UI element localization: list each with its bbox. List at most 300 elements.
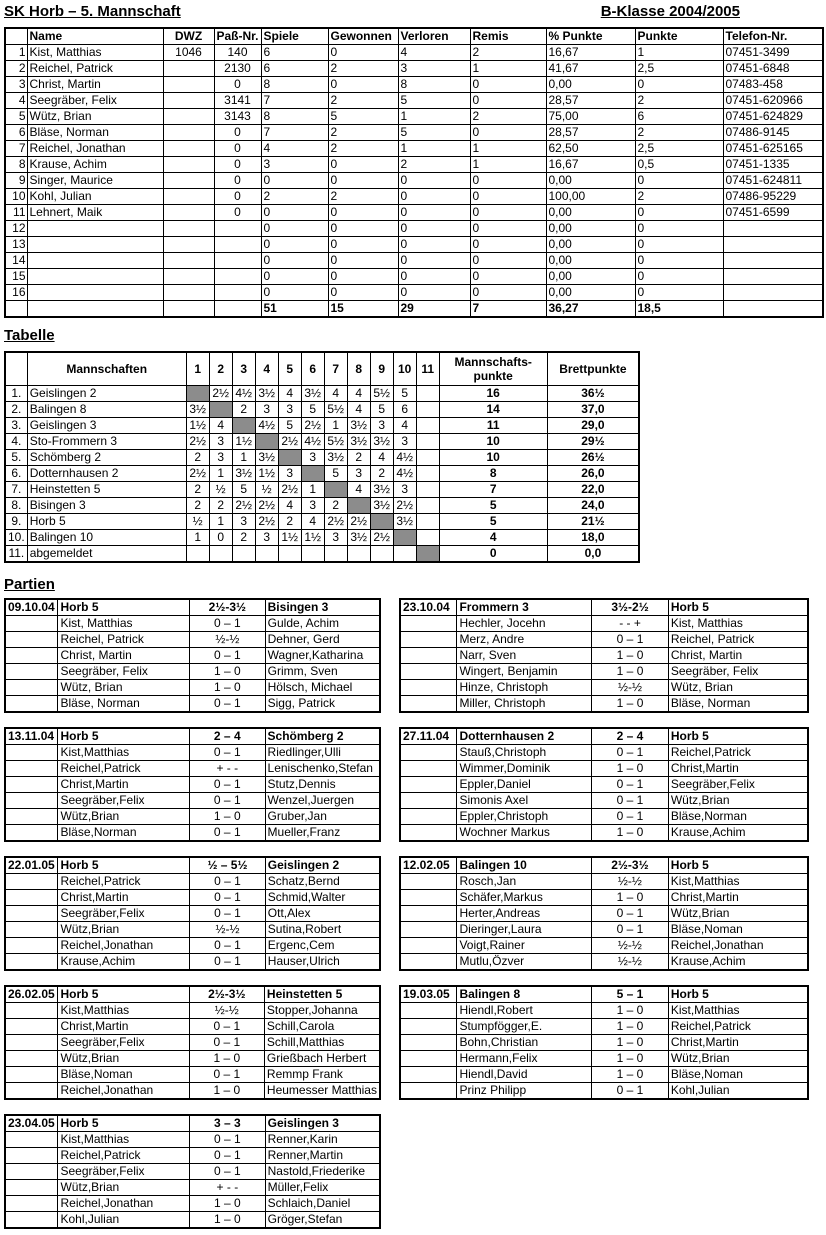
roster-cell-spiele: 2 [261, 189, 328, 205]
score-cell [416, 450, 439, 466]
cross-table-row [5, 514, 639, 530]
score-cell: 1 [209, 466, 232, 482]
roster-cell-pass [214, 253, 261, 269]
white-player: Rosch,Jan [457, 874, 592, 890]
roster-row [5, 221, 823, 237]
team-cell: Balingen 8 [27, 402, 186, 418]
roster-cell-num: 1 [5, 45, 27, 61]
black-player: Wütz,Brian [668, 1051, 808, 1067]
partien-heading: Partien [4, 576, 55, 593]
away-team: Horb 5 [668, 728, 808, 745]
roster-cell-dwz [163, 173, 214, 189]
roster-cell-gewonnen: 0 [328, 205, 398, 221]
score-cell: 0 [209, 530, 232, 546]
white-player: Wimmer,Dominik [457, 761, 592, 777]
roster-cell-remis: 0 [470, 77, 546, 93]
roster-cell-punkte: 0 [635, 77, 723, 93]
roster-cell-gewonnen: 0 [328, 157, 398, 173]
score-cell: 1 [186, 530, 209, 546]
roster-cell-dwz [163, 93, 214, 109]
roster-cell-dwz [163, 157, 214, 173]
rank-cell: 5. [5, 450, 27, 466]
rank-cell: 4. [5, 434, 27, 450]
game-result: 1 – 0 [592, 1035, 669, 1051]
score-cell [416, 434, 439, 450]
roster-cell-name: Lehnert, Maik [27, 205, 163, 221]
roster-cell-name: Wütz, Brian [27, 109, 163, 125]
white-player: Reichel,Jonathan [58, 1196, 190, 1212]
roster-cell-remis: 0 [470, 205, 546, 221]
white-player: Kist, Matthias [58, 616, 190, 632]
roster-cell-remis: 1 [470, 61, 546, 77]
black-player: Seegräber,Felix [668, 777, 808, 793]
game-result: 0 – 1 [190, 777, 266, 793]
game-date-spacer [5, 648, 58, 664]
white-player: Hechler, Jocehn [457, 616, 592, 632]
game-row [400, 1003, 808, 1019]
roster-cell-dwz [163, 285, 214, 301]
score-cell: 5½ [324, 402, 347, 418]
game-row [5, 745, 380, 761]
game-date-spacer [5, 1051, 58, 1067]
match-header-row [5, 728, 380, 745]
black-player: Dehner, Gerd [265, 632, 380, 648]
roster-total-gewonnen: 15 [328, 301, 398, 318]
roster-cell-verloren: 0 [398, 173, 470, 189]
match-table [4, 598, 381, 713]
score-cell: 5 [324, 466, 347, 482]
black-player: Renner,Karin [265, 1132, 380, 1148]
roster-cell-telefon [723, 253, 823, 269]
black-player: Christ,Martin [668, 1035, 808, 1051]
white-player: Bläse, Norman [58, 696, 190, 713]
game-result: 0 – 1 [190, 890, 266, 906]
score-cell: 5 [301, 402, 324, 418]
score-cell: 3½ [347, 418, 370, 434]
game-date-spacer [5, 696, 58, 713]
score-cell: 3½ [232, 466, 255, 482]
roster-header-gewonnen: Gewonnen [328, 28, 398, 45]
game-result: 0 – 1 [592, 745, 669, 761]
score-cell: 3 [278, 402, 301, 418]
bp-cell: 0,0 [547, 546, 639, 563]
roster-row [5, 45, 823, 61]
game-result: 1 – 0 [592, 664, 669, 680]
cross-table-header-row [5, 352, 639, 386]
black-player: Remmp Frank [264, 1067, 380, 1083]
game-row [5, 696, 380, 713]
roster-cell-spiele: 0 [261, 221, 328, 237]
game-result: ½-½ [592, 874, 669, 890]
black-player: Stutz,Dennis [265, 777, 380, 793]
score-cell: 2½ [232, 498, 255, 514]
roster-cell-telefon: 07486-95229 [723, 189, 823, 205]
game-row [5, 648, 380, 664]
roster-cell-num: 2 [5, 61, 27, 77]
black-player: Seegräber, Felix [668, 664, 808, 680]
score-cell: 4½ [232, 386, 255, 402]
match-score: 3 – 3 [190, 1115, 266, 1132]
roster-cell-punkte: 2,5 [635, 141, 723, 157]
white-player: Reichel,Patrick [58, 761, 190, 777]
bp-cell: 24,0 [547, 498, 639, 514]
roster-totals-row [5, 301, 823, 318]
roster-cell-punkte: 1 [635, 45, 723, 61]
match-score: 2½-3½ [189, 986, 264, 1003]
score-cell: 3 [255, 402, 278, 418]
game-result: 0 – 1 [592, 793, 669, 809]
game-row [5, 1164, 380, 1180]
roster-cell-punkte: 0 [635, 173, 723, 189]
game-date-spacer [400, 632, 457, 648]
roster-cell-dwz [163, 109, 214, 125]
roster-cell-pass: 3143 [214, 109, 261, 125]
black-player: Bläse,Noman [668, 922, 808, 938]
roster-row [5, 157, 823, 173]
game-result: 0 – 1 [190, 938, 266, 954]
roster-row [5, 205, 823, 221]
score-cell: 2½ [209, 386, 232, 402]
black-player: Wütz,Brian [668, 906, 808, 922]
home-team: Horb 5 [58, 728, 190, 745]
roster-cell-gewonnen: 2 [328, 125, 398, 141]
diagonal-cell [370, 514, 393, 530]
game-date-spacer [5, 809, 58, 825]
roster-row [5, 93, 823, 109]
game-result: ½-½ [189, 1003, 264, 1019]
score-cell: 1 [324, 418, 347, 434]
black-player: Christ,Martin [668, 890, 808, 906]
cross-table [4, 351, 640, 563]
score-cell: 4½ [393, 466, 416, 482]
roster-cell-name [27, 269, 163, 285]
game-result: 0 – 1 [190, 1164, 266, 1180]
game-date-spacer [5, 1148, 58, 1164]
roster-cell-name: Reichel, Patrick [27, 61, 163, 77]
game-date-spacer [5, 874, 58, 890]
roster-cell-name [27, 285, 163, 301]
score-cell: 2 [347, 450, 370, 466]
roster-row [5, 237, 823, 253]
game-row [5, 825, 380, 842]
roster-cell-pass: 0 [214, 77, 261, 93]
black-player: Wenzel,Juergen [265, 793, 380, 809]
roster-row [5, 77, 823, 93]
score-cell: 3 [232, 514, 255, 530]
mp-header-cell: Mannschafts-punkte [439, 352, 547, 386]
roster-row [5, 173, 823, 189]
black-player: Wütz, Brian [668, 680, 808, 696]
game-date-spacer [400, 696, 457, 713]
roster-cell-gewonnen: 0 [328, 253, 398, 269]
black-player: Stopper,Johanna [264, 1003, 380, 1019]
roster-cell-dwz [163, 189, 214, 205]
score-cell: 3½ [393, 514, 416, 530]
roster-cell-name: Christ, Martin [27, 77, 163, 93]
team-header-cell: Mannschaften [27, 352, 186, 386]
roster-cell-gewonnen: 0 [328, 221, 398, 237]
match-table [399, 727, 809, 842]
team-cell: Sto-Frommern 3 [27, 434, 186, 450]
black-player: Reichel, Patrick [668, 632, 808, 648]
black-player: Schill,Carola [264, 1019, 380, 1035]
score-cell: 5 [393, 386, 416, 402]
roster-cell-pct: 41,67 [546, 61, 635, 77]
game-row [400, 954, 808, 971]
roster-cell-remis: 0 [470, 93, 546, 109]
roster-cell-spiele: 4 [261, 141, 328, 157]
game-row [5, 1019, 380, 1035]
diagonal-cell [347, 498, 370, 514]
round-header-cell: 5 [278, 352, 301, 386]
cross-table-row [5, 466, 639, 482]
white-player: Kist,Matthias [58, 745, 190, 761]
score-cell: 4 [370, 450, 393, 466]
roster-cell-pass: 0 [214, 205, 261, 221]
roster-total-telefon [723, 301, 823, 318]
diagonal-cell [232, 418, 255, 434]
match-score: 3½-2½ [592, 599, 669, 616]
roster-cell-name [27, 237, 163, 253]
game-result: 0 – 1 [190, 954, 266, 971]
diagonal-cell [324, 482, 347, 498]
roster-header-spiele: Spiele [261, 28, 328, 45]
white-player: Bläse,Norman [58, 825, 190, 842]
black-player: Wütz,Brian [668, 793, 808, 809]
game-date-spacer [5, 1164, 58, 1180]
roster-cell-spiele: 6 [261, 61, 328, 77]
game-row [5, 1148, 380, 1164]
tabelle-heading: Tabelle [4, 327, 55, 344]
game-row [400, 616, 808, 632]
match-date: 27.11.04 [400, 728, 457, 745]
game-row [400, 809, 808, 825]
black-player: Grimm, Sven [265, 664, 380, 680]
match-table [4, 856, 381, 971]
round-header-cell: 3 [232, 352, 255, 386]
score-cell [416, 498, 439, 514]
roster-cell-spiele: 6 [261, 45, 328, 61]
score-cell: 3 [278, 466, 301, 482]
score-cell: 2½ [393, 498, 416, 514]
score-cell [278, 546, 301, 563]
match-date: 13.11.04 [5, 728, 58, 745]
roster-cell-spiele: 8 [261, 77, 328, 93]
game-date-spacer [400, 874, 457, 890]
white-player: Merz, Andre [457, 632, 592, 648]
roster-header-punkte: Punkte [635, 28, 723, 45]
team-cell: abgemeldet [27, 546, 186, 563]
mp-cell: 4 [439, 530, 547, 546]
roster-cell-spiele: 0 [261, 173, 328, 189]
black-player: Grießbach Herbert [264, 1051, 380, 1067]
roster-cell-remis: 2 [470, 45, 546, 61]
score-cell [416, 514, 439, 530]
roster-cell-verloren: 0 [398, 189, 470, 205]
away-team: Horb 5 [668, 986, 808, 1003]
score-cell: 2 [186, 450, 209, 466]
game-date-spacer [5, 1067, 58, 1083]
roster-cell-spiele: 7 [261, 125, 328, 141]
roster-row [5, 253, 823, 269]
roster-cell-punkte: 2,5 [635, 61, 723, 77]
score-cell: 4 [393, 418, 416, 434]
roster-row [5, 269, 823, 285]
home-team: Horb 5 [58, 986, 189, 1003]
game-date-spacer [400, 954, 457, 971]
roster-cell-gewonnen: 0 [328, 237, 398, 253]
score-cell: 3½ [324, 450, 347, 466]
white-player: Voigt,Rainer [457, 938, 592, 954]
game-result: 1 – 0 [190, 1212, 266, 1229]
match-score: 2½-3½ [190, 599, 266, 616]
game-date-spacer [5, 1196, 58, 1212]
black-player: Kist,Matthias [668, 1003, 808, 1019]
score-cell: 3½ [347, 434, 370, 450]
roster-cell-punkte: 0 [635, 205, 723, 221]
roster-cell-punkte: 0,5 [635, 157, 723, 173]
rank-cell: 11. [5, 546, 27, 563]
roster-cell-telefon [723, 269, 823, 285]
roster-row [5, 125, 823, 141]
roster-cell-pct: 0,00 [546, 77, 635, 93]
roster-cell-remis: 0 [470, 253, 546, 269]
match-date: 09.10.04 [5, 599, 58, 616]
roster-cell-dwz [163, 221, 214, 237]
game-row [5, 890, 380, 906]
white-player: Reichel,Jonathan [58, 1083, 189, 1100]
game-row [400, 1083, 808, 1100]
game-date-spacer [5, 954, 58, 971]
black-player: Kist,Matthias [668, 874, 808, 890]
score-cell: 2 [278, 514, 301, 530]
diagonal-cell [186, 386, 209, 402]
white-player: Prinz Philipp [457, 1083, 592, 1100]
home-team: Frommern 3 [457, 599, 592, 616]
match-score: ½ – 5½ [190, 857, 266, 874]
white-player: Eppler,Christoph [457, 809, 592, 825]
game-date-spacer [5, 664, 58, 680]
roster-cell-verloren: 0 [398, 237, 470, 253]
white-player: Hiendl,Robert [457, 1003, 592, 1019]
roster-cell-remis: 0 [470, 269, 546, 285]
team-cell: Heinstetten 5 [27, 482, 186, 498]
match-date: 22.01.05 [5, 857, 58, 874]
score-cell: 3 [324, 530, 347, 546]
roster-cell-name: Kist, Matthias [27, 45, 163, 61]
black-player: Kohl,Julian [668, 1083, 808, 1100]
game-result: 0 – 1 [592, 632, 669, 648]
roster-cell-gewonnen: 0 [328, 285, 398, 301]
roster-cell-spiele: 8 [261, 109, 328, 125]
white-player: Schäfer,Markus [457, 890, 592, 906]
roster-cell-num: 6 [5, 125, 27, 141]
score-cell: 4 [347, 402, 370, 418]
black-player: Gulde, Achim [265, 616, 380, 632]
roster-cell-telefon: 07483-458 [723, 77, 823, 93]
white-player: Stumpfögger,E. [457, 1019, 592, 1035]
score-cell: 1½ [278, 530, 301, 546]
roster-cell-telefon: 07451-3499 [723, 45, 823, 61]
white-player: Wingert, Benjamin [457, 664, 592, 680]
score-cell: ½ [186, 514, 209, 530]
score-cell: 4 [347, 386, 370, 402]
game-result: 0 – 1 [190, 906, 266, 922]
white-player: Christ,Martin [58, 1019, 189, 1035]
white-player: Herter,Andreas [457, 906, 592, 922]
cross-table-row [5, 450, 639, 466]
roster-cell-dwz [163, 205, 214, 221]
rank-cell: 1. [5, 386, 27, 402]
roster-cell-verloren: 4 [398, 45, 470, 61]
white-player: Kist,Matthias [58, 1003, 189, 1019]
white-player: Reichel,Patrick [58, 1148, 190, 1164]
game-row [5, 1212, 380, 1229]
white-player: Reichel,Patrick [58, 874, 190, 890]
roster-cell-punkte: 0 [635, 237, 723, 253]
white-player: Wütz,Brian [58, 1180, 190, 1196]
game-row [400, 906, 808, 922]
match-table [4, 727, 381, 842]
roster-cell-telefon: 07451-624811 [723, 173, 823, 189]
away-team: Geislingen 3 [265, 1115, 380, 1132]
game-date-spacer [400, 793, 457, 809]
roster-cell-verloren: 0 [398, 221, 470, 237]
score-cell [393, 546, 416, 563]
game-result: 0 – 1 [190, 648, 266, 664]
score-cell [209, 546, 232, 563]
roster-cell-punkte: 6 [635, 109, 723, 125]
game-row [400, 874, 808, 890]
game-result: 0 – 1 [190, 696, 266, 713]
game-date-spacer [5, 616, 58, 632]
roster-cell-punkte: 2 [635, 125, 723, 141]
match-header-row [5, 857, 380, 874]
mp-cell: 8 [439, 466, 547, 482]
score-cell: 2½ [370, 530, 393, 546]
roster-cell-verloren: 0 [398, 205, 470, 221]
score-cell: 4 [278, 386, 301, 402]
black-player: Bläse,Norman [668, 809, 808, 825]
roster-cell-verloren: 8 [398, 77, 470, 93]
home-team: Horb 5 [58, 857, 190, 874]
roster-cell-pass: 0 [214, 141, 261, 157]
roster-cell-gewonnen: 0 [328, 173, 398, 189]
game-row [400, 825, 808, 842]
game-result: 0 – 1 [190, 1132, 266, 1148]
game-date-spacer [5, 777, 58, 793]
roster-cell-num: 15 [5, 269, 27, 285]
roster-cell-verloren: 5 [398, 93, 470, 109]
score-cell: 4 [347, 482, 370, 498]
match-score: 2½-3½ [592, 857, 669, 874]
roster-cell-verloren: 5 [398, 125, 470, 141]
roster-cell-dwz [163, 125, 214, 141]
white-player: Christ, Martin [58, 648, 190, 664]
game-date-spacer [5, 906, 58, 922]
roster-header-telefon: Telefon-Nr. [723, 28, 823, 45]
roster-cell-pass [214, 269, 261, 285]
roster-header-dwz: DWZ [163, 28, 214, 45]
game-date-spacer [400, 745, 457, 761]
match-table [399, 598, 809, 713]
game-date-spacer [400, 616, 457, 632]
roster-cell-pct: 16,67 [546, 157, 635, 173]
game-row [400, 1067, 808, 1083]
score-cell: ½ [209, 482, 232, 498]
roster-cell-punkte: 0 [635, 285, 723, 301]
score-cell [324, 546, 347, 563]
